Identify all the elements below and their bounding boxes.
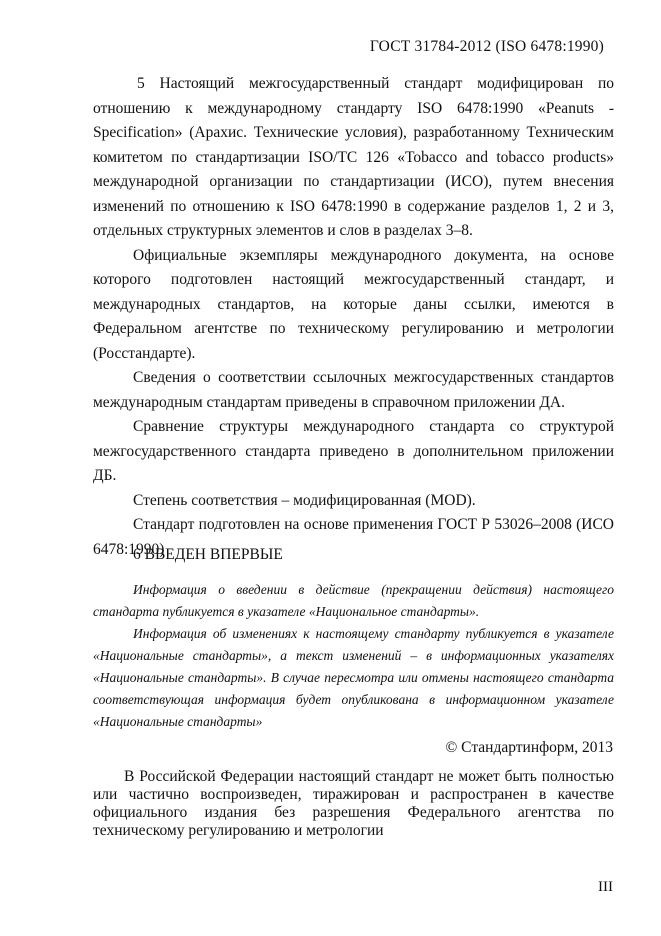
copyright-line: © Стандартинформ, 2013 — [445, 739, 613, 756]
references-info-paragraph: Сведения о соответствии ссылочных межгосударственных стандартов международным стандартам приведены в справочном приложении ДА. — [93, 369, 614, 411]
changes-info-paragraph: Информация об изменениях к настоящему стандарту публикуется в указателе «Национальные стандарты», а текст изменений – в информационных указателях «Национальные стандарты». В случае пересмотра или отмены настоящего стандарта соответствующая информация будет опубликована в информационном указателе «Национальные стандарты» — [93, 626, 614, 729]
official-copies-paragraph: Официальные экземпляры международного документа, на основе которого подготовлен настоящий межгосударственный стандарт, и международных стандартов, на которые даны ссылки, имеются в Федеральном агентстве по техническому регулированию и метрологии (Росстандарте). — [93, 246, 614, 362]
reproduction-notice-text: В Российской Федерации настоящий стандарт не может быть полностью или частично воспроизведен, тиражирован и распространен в качестве официального издания без разрешения Федерального агентства по техническому регулированию и метрологии — [93, 768, 614, 839]
reproduction-notice — [93, 768, 614, 840]
section-6-heading: 6 ВВЕДЕН ВПЕРВЫЕ — [133, 546, 283, 563]
page-number: III — [598, 879, 613, 895]
prepared-basis-paragraph: Стандарт подготовлен на основе применения ГОСТ Р 53026–2008 (ИСО 6478:1990) — [93, 516, 614, 558]
structure-comparison-paragraph: Сравнение структуры международного стандарта со структурой межгосударственного стандарта приведено в дополнительном приложении ДБ. — [93, 418, 614, 484]
standard-code-header: ГОСТ 31784-2012 (ISO 6478:1990) — [369, 38, 604, 55]
section-5-block — [93, 72, 614, 562]
conformity-degree-paragraph: Степень соответствия – модифицированная (MOD). — [133, 491, 476, 509]
enactment-info-paragraph: Информация о введении в действие (прекращении действия) настоящего стандарта публикуется в указателе «Национальное стандарты». — [93, 582, 614, 619]
notice-block — [93, 579, 614, 733]
section-5-paragraph: 5 Настоящий межгосударственный стандарт модифицирован по отношению к международному стандарту ISO 6478:1990 «Peanuts - Specification» (Арахис. Технические условия), разработанному Техническим комитетом по стандартизации ISO/TC 126 «Tobacco and tobacco products» международной организации по стандартизации (ИСО), путем внесения изменений по отношению к ISO 6478:1990 в содержание разделов 1, 2 и 3, отдельных структурных элементов и слов в разделах 3–8. — [93, 75, 614, 239]
